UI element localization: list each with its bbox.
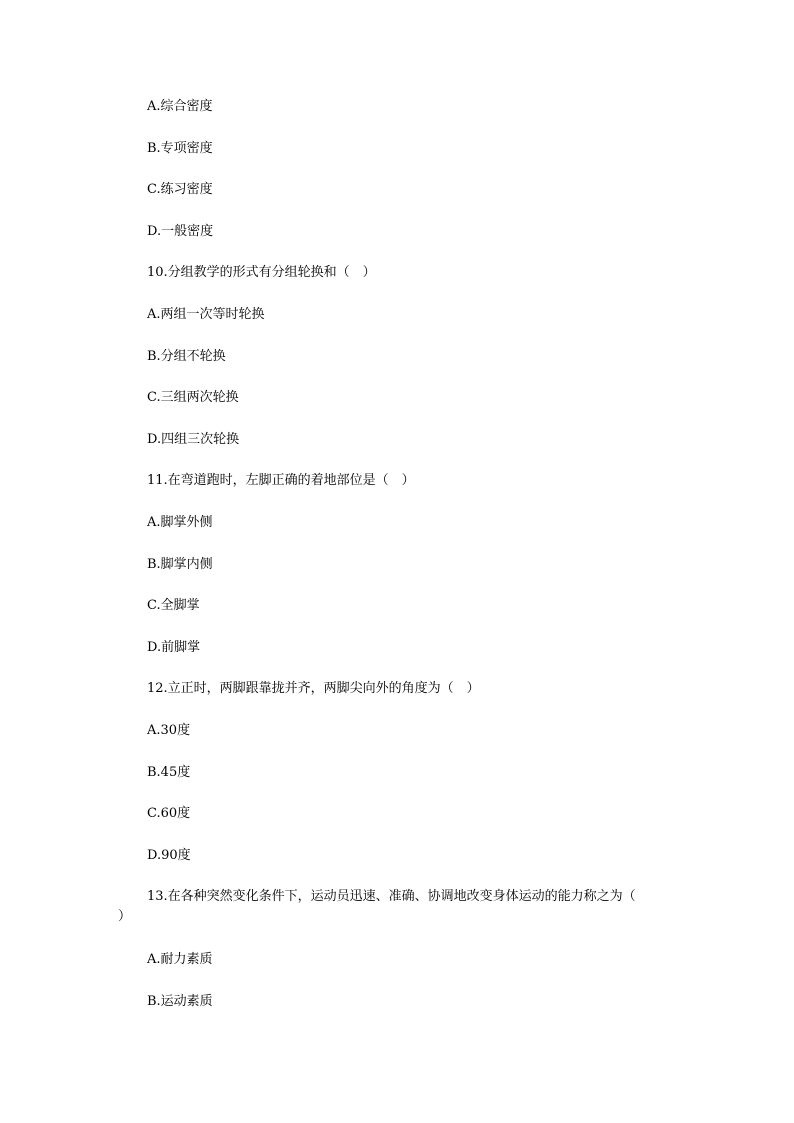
question-10: 10.分组教学的形式有分组轮换和（ ） [147, 265, 376, 280]
option-a-q13: A.耐力素质 [147, 952, 213, 967]
question-12: 12.立正时，两脚跟靠拢并齐，两脚尖向外的角度为（ ） [147, 681, 480, 696]
option-b-q9: B.专项密度 [147, 141, 213, 156]
option-a-q12: A.30度 [147, 723, 191, 738]
option-b-q10: B.分组不轮换 [147, 349, 226, 364]
option-b-q13: B.运动素质 [147, 994, 213, 1009]
option-b-q11: B.脚掌内侧 [147, 557, 213, 572]
option-d-q9: D.一般密度 [147, 224, 214, 239]
option-c-q12: C.60度 [147, 806, 191, 821]
option-a-q11: A.脚掌外侧 [147, 515, 213, 530]
option-c-q9: C.练习密度 [147, 182, 213, 197]
option-d-q11: D.前脚掌 [147, 640, 201, 655]
option-c-q11: C.全脚掌 [147, 598, 200, 613]
option-d-q10: D.四组三次轮换 [147, 432, 240, 447]
question-13-continuation: ） [118, 909, 132, 924]
option-b-q12: B.45度 [147, 765, 191, 780]
option-d-q12: D.90度 [147, 848, 191, 863]
option-c-q10: C.三组两次轮换 [147, 390, 239, 405]
question-11: 11.在弯道跑时，左脚正确的着地部位是（ ） [147, 473, 415, 488]
option-a-q9: A.综合密度 [147, 99, 213, 114]
question-13: 13.在各种突然变化条件下，运动员迅速、准确、协调地改变身体运动的能力称之为（ [147, 889, 636, 904]
option-a-q10: A.两组一次等时轮换 [147, 307, 265, 322]
